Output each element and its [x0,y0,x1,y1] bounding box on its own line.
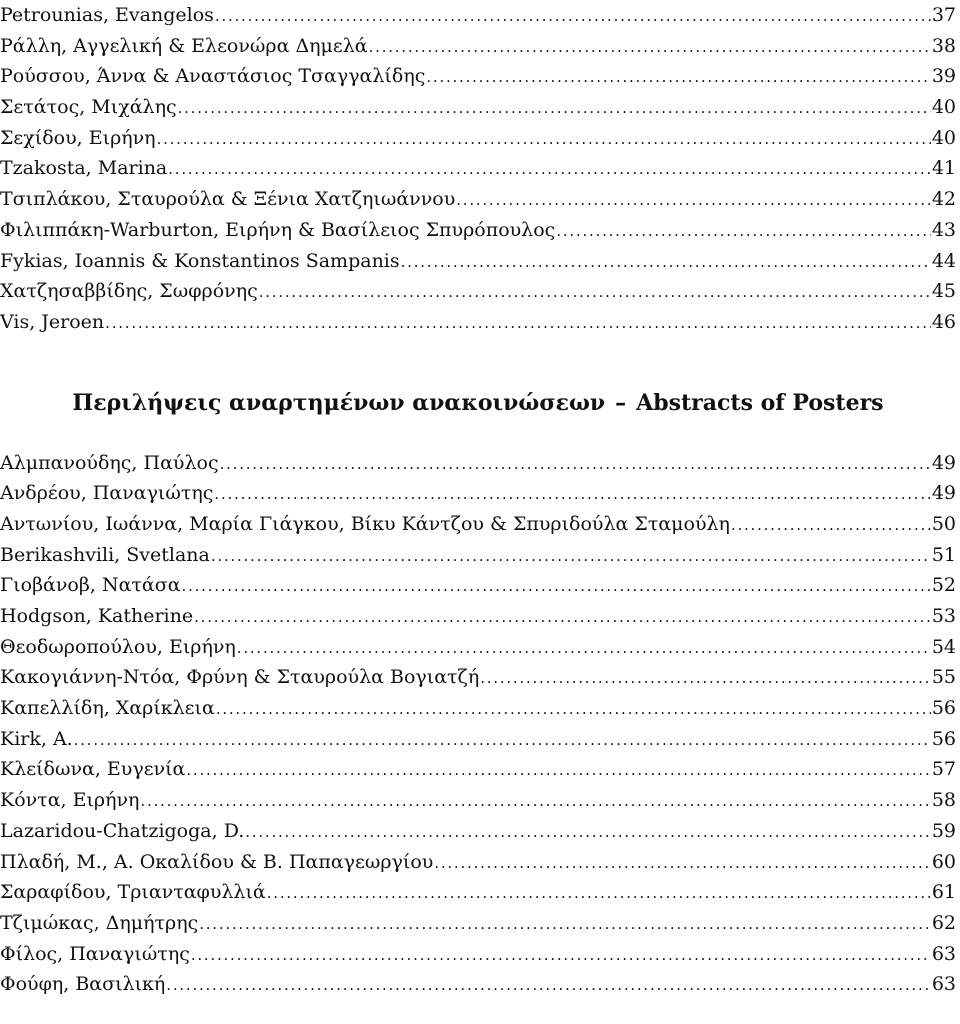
toc-entry [0,184,956,215]
toc-entry-page: 45 [931,280,956,303]
toc-entry-name: Αλμπανούδης, Παύλος [0,451,219,474]
section-heading-english: Abstracts of Posters [636,389,884,416]
toc-entry-name: Φίλος, Παναγιώτης [0,942,190,965]
toc-dot-leader [267,878,931,909]
toc-entry [0,31,956,62]
toc-entry-name: Kirk, A. [0,727,73,750]
toc-entry [0,61,956,92]
toc-entry-name: Τζιμώκας, Δημήτρης [0,911,199,934]
toc-entry-page: 44 [931,249,956,272]
toc-entry-name: Σαραφίδου, Τριανταφυλλιά [0,881,266,904]
toc-entry-name: Καπελλίδη, Χαρίκλεια [0,697,215,720]
toc-entry-page: 37 [931,4,956,26]
toc-entry [0,693,956,724]
toc-entry-name: Φούφη, Βασιλική [0,973,166,996]
toc-dot-leader [216,694,931,725]
toc-dot-leader [456,185,931,216]
toc-entry-name: Vis, Jeroen [0,310,105,333]
toc-dot-leader [426,62,930,93]
toc-dot-leader [168,154,931,185]
toc-entry-name: Fykias, Ioannis & Konstantinos Sampanis [0,249,400,272]
toc-entry-page: 53 [931,605,956,627]
toc-entry [0,92,956,123]
toc-entry-name: Petrounias, Evangelos [0,4,214,26]
toc-entry [0,754,956,785]
toc-entry-page: 54 [931,635,956,658]
toc-entry [0,877,956,908]
toc-dot-leader [191,940,931,971]
toc-entry-page: 46 [931,310,956,333]
toc-entry [0,969,956,1000]
toc-dot-leader [434,848,930,879]
toc-entry-name: Τσιπλάκου, Σταυρούλα & Ξένια Χατζηιωάννου [0,188,456,211]
toc-entry-name: Σεχίδου, Ειρήνη [0,126,156,149]
section-heading-posters [0,372,956,434]
toc-entry-name: Tzakosta, Marina [0,157,168,180]
toc-dot-leader [731,510,931,541]
toc-entry-page: 63 [931,973,956,996]
toc-entry-page: 57 [931,758,956,781]
toc-entry-page: 43 [931,218,956,241]
toc-dot-leader [178,93,931,124]
toc-entry [0,123,956,154]
toc-dot-leader [214,479,930,510]
toc-dot-leader [186,755,930,786]
toc-entry-page: 56 [931,727,956,750]
toc-entry-page: 63 [931,942,956,965]
section-heading-dash: – [615,389,627,416]
toc-entry [0,509,956,540]
toc-entry-page: 50 [931,512,956,535]
toc-entry-name: Κλείδωνα, Ευγενία [0,758,186,781]
toc-dot-leader [237,633,931,664]
toc-entry-name: Hodgson, Katherine [0,605,194,627]
toc-entry-name: Σετάτος, Μιχάλης [0,96,177,119]
toc-entry [0,939,956,970]
toc-entry [0,662,956,693]
section-heading-greek: Περιλήψεις αναρτημένων ανακοινώσεων [72,389,606,416]
toc-dot-leader [369,32,931,63]
toc-entry-page: 61 [931,881,956,904]
toc-entry [0,215,956,246]
toc-dot-leader [401,247,931,278]
toc-dot-leader [480,663,931,694]
toc-entry [0,601,956,632]
toc-dot-leader [211,541,931,572]
toc-entry-name: Ανδρέου, Παναγιώτης [0,482,214,505]
toc-dot-leader [182,571,931,602]
toc-entry [0,246,956,277]
toc-dot-leader [556,216,931,247]
toc-entry-name: Ρούσσου, Άννα & Αναστάσιος Τσαγγαλίδης [0,65,426,88]
toc-entry-page: 51 [931,543,956,566]
toc-dot-leader [140,786,930,817]
toc-entry-name: Κόντα, Ειρήνη [0,789,140,812]
toc-entry-name: Χατζησαββίδης, Σωφρόνης [0,280,258,303]
toc-entry-name: Berikashvili, Svetlana [0,543,210,566]
toc-entry [0,478,956,509]
toc-entry-name: Κακογιάννη-Ντόα, Φρύνη & Σταυρούλα Βογιατζή [0,666,480,689]
toc-list-presentations [0,0,956,338]
toc-entry [0,632,956,663]
toc-entry-page: 42 [931,188,956,211]
toc-entry-name: Θεοδωροπούλου, Ειρήνη [0,635,236,658]
toc-entry-page: 62 [931,911,956,934]
toc-dot-leader [245,817,931,848]
toc-entry-page: 49 [931,451,956,474]
toc-entry-page: 41 [931,157,956,180]
toc-entry-page: 39 [931,65,956,88]
toc-entry-page: 40 [931,96,956,119]
toc-entry [0,276,956,307]
toc-entry [0,448,956,479]
toc-list-posters [0,448,956,1000]
toc-entry-page: 55 [931,666,956,689]
toc-dot-leader [199,909,931,940]
toc-entry-name: Ράλλη, Αγγελική & Ελεονώρα Δημελά [0,34,368,57]
toc-dot-leader [74,725,931,756]
toc-dot-leader [259,277,931,308]
toc-entry-page: 52 [931,574,956,597]
toc-dot-leader [220,449,931,480]
toc-entry-page: 60 [931,850,956,873]
toc-entry-page: 38 [931,34,956,57]
toc-entry [0,724,956,755]
toc-entry [0,0,956,31]
toc-entry-name: Γιοβάνοβ, Νατάσα [0,574,181,597]
toc-entry [0,153,956,184]
toc-entry-name: Φιλιππάκη-Warburton, Ειρήνη & Βασίλειος Σπυρόπουλος [0,218,556,241]
toc-dot-leader [105,308,931,339]
toc-entry-page: 49 [931,482,956,505]
toc-entry [0,307,956,338]
toc-dot-leader [215,1,931,32]
toc-entry-page: 40 [931,126,956,149]
toc-entry-page: 59 [931,819,956,842]
toc-entry [0,816,956,847]
toc-entry [0,570,956,601]
toc-entry [0,908,956,939]
toc-entry [0,540,956,571]
toc-entry-name: Lazaridou-Chatzigoga, D. [0,819,245,842]
toc-dot-leader [157,124,931,155]
toc-entry [0,785,956,816]
toc-entry-name: Πλαδή, Μ., Α. Οκαλίδου & Β. Παπαγεωργίου [0,850,434,873]
toc-entry-page: 56 [931,697,956,720]
toc-entry [0,847,956,878]
toc-entry-name: Αντωνίου, Ιωάννα, Μαρία Γιάγκου, Βίκυ Κάντζου & Σπυριδούλα Σταμούλη [0,512,730,535]
toc-dot-leader [166,970,931,1001]
toc-dot-leader [194,602,931,633]
toc-entry-page: 58 [931,789,956,812]
